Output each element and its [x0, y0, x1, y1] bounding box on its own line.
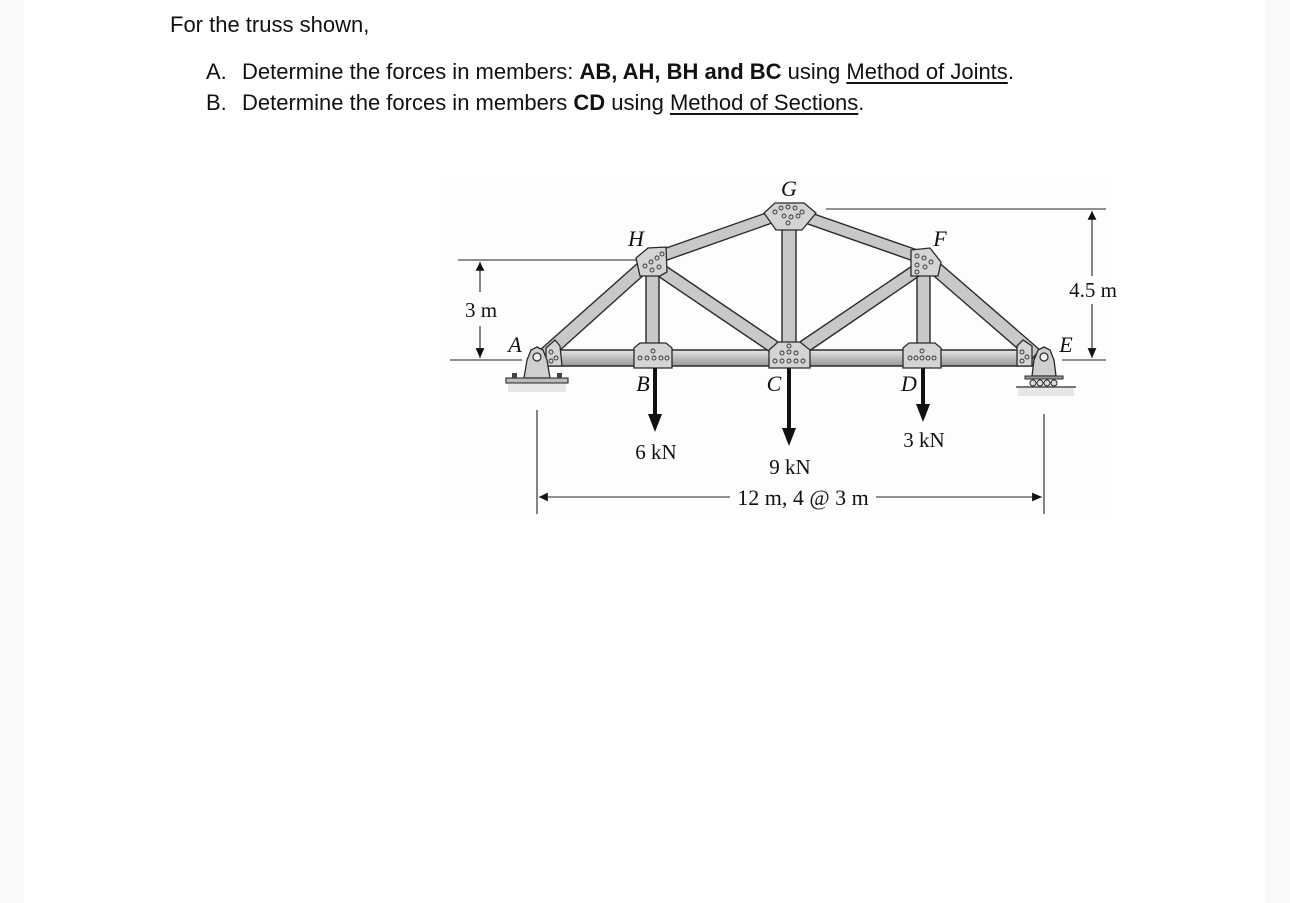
task-mid: using — [605, 90, 670, 115]
dimension-label-3m: 3 m — [464, 298, 498, 322]
joint-label-B: B — [636, 371, 650, 396]
task-marker: B. — [206, 90, 227, 115]
task-method: Method of Sections — [669, 90, 859, 115]
task-mid: using — [781, 59, 847, 84]
joint-label-H: H — [628, 226, 644, 251]
plate-C — [769, 342, 810, 368]
task-suffix: . — [858, 90, 865, 115]
task-members: AB, AH, BH and BC — [579, 59, 782, 84]
load-label-C: 9 kN — [769, 455, 811, 479]
plate-B — [634, 343, 672, 368]
task-prefix: Determine the forces in members: — [242, 59, 580, 84]
joint-label-E: E — [1059, 332, 1073, 357]
task-suffix: . — [1007, 59, 1014, 84]
plate-D — [903, 343, 941, 368]
joint-label-A: A — [508, 332, 522, 357]
dimension-label-4-5m: 4.5 m — [1069, 278, 1117, 302]
joint-label-C: C — [766, 371, 782, 396]
load-label-B: 6 kN — [635, 440, 677, 464]
joint-label-G: G — [781, 176, 797, 201]
joint-label-F: F — [933, 226, 947, 251]
member-GC — [782, 214, 796, 352]
task-members: CD — [573, 90, 606, 115]
dimension-label-span: 12 m, 4 @ 3 m — [737, 485, 869, 510]
task-marker: A. — [206, 59, 227, 84]
joint-label-D: D — [901, 371, 917, 396]
intro-text: For the truss shown, — [170, 12, 370, 37]
plate-E — [1017, 340, 1032, 366]
task-prefix: Determine the forces in members — [242, 90, 574, 115]
task-method: Method of Joints — [846, 59, 1008, 84]
load-label-D: 3 kN — [903, 428, 945, 452]
